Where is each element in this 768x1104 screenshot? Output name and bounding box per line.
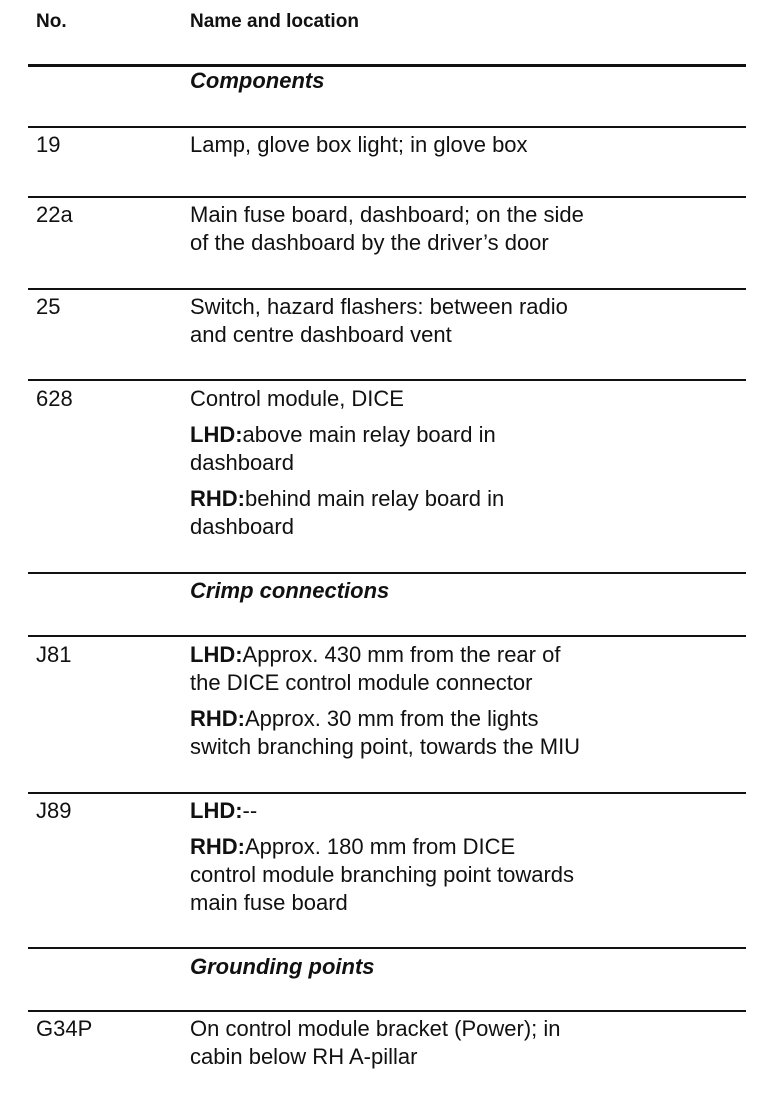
desc-line: of the dashboard by the driver’s door	[190, 230, 549, 255]
row-divider	[28, 792, 746, 794]
desc-line: Approx. 30 mm from the lights	[245, 706, 539, 731]
row-divider	[28, 1010, 746, 1012]
row-description	[190, 385, 730, 541]
row-divider	[28, 379, 746, 381]
desc-line: On control module bracket (Power); in	[190, 1016, 561, 1041]
desc-line: above main relay board in	[242, 422, 496, 447]
desc-line: Approx. 180 mm from DICE	[245, 834, 516, 859]
row-number: G34P	[36, 1016, 93, 1041]
row-description	[190, 1015, 730, 1071]
desc-line: control module branching point towards	[190, 862, 575, 887]
header-divider	[28, 64, 746, 67]
desc-line: Main fuse board, dashboard; on the side	[190, 202, 584, 227]
desc-line: Approx. 430 mm from the rear of	[242, 642, 561, 667]
row-number: 22a	[36, 202, 73, 227]
desc-line: Lamp, glove box light; in glove box	[190, 132, 528, 157]
desc-line: --	[242, 798, 258, 823]
section-divider	[28, 572, 746, 574]
row-number: J81	[36, 642, 72, 667]
section-crimp-connections: Crimp connections	[190, 578, 390, 603]
row-divider	[28, 126, 746, 128]
desc-line: the DICE control module connector	[190, 670, 533, 695]
row-number: 628	[36, 386, 73, 411]
row-description	[190, 797, 730, 917]
rhd-label: RHD:	[190, 834, 245, 859]
row-number: 25	[36, 294, 61, 319]
desc-line: behind main relay board in	[245, 486, 505, 511]
row-description	[190, 131, 730, 159]
row-number: 19	[36, 132, 61, 157]
row-divider	[28, 196, 746, 198]
lhd-label: LHD:	[190, 798, 243, 823]
section-grounding-points: Grounding points	[190, 954, 375, 979]
row-description	[190, 293, 730, 349]
desc-line: cabin below RH A-pillar	[190, 1044, 418, 1069]
desc-line: Switch, hazard flashers: between radio	[190, 294, 568, 319]
row-description	[190, 201, 730, 257]
desc-line: dashboard	[190, 450, 294, 475]
section-components: Components	[190, 68, 325, 93]
lhd-label: LHD:	[190, 422, 243, 447]
section-divider	[28, 947, 746, 949]
desc-line: dashboard	[190, 514, 294, 539]
row-description	[190, 641, 730, 761]
rhd-label: RHD:	[190, 486, 245, 511]
column-header-no: No.	[36, 11, 67, 32]
row-divider	[28, 288, 746, 290]
lhd-label: LHD:	[190, 642, 243, 667]
desc-line: switch branching point, towards the MIU	[190, 734, 581, 759]
row-divider	[28, 635, 746, 637]
desc-line: main fuse board	[190, 890, 348, 915]
rhd-label: RHD:	[190, 706, 245, 731]
row-number: J89	[36, 798, 72, 823]
desc-line: Control module, DICE	[190, 386, 404, 411]
column-header-name: Name and location	[190, 11, 359, 32]
desc-line: and centre dashboard vent	[190, 322, 452, 347]
